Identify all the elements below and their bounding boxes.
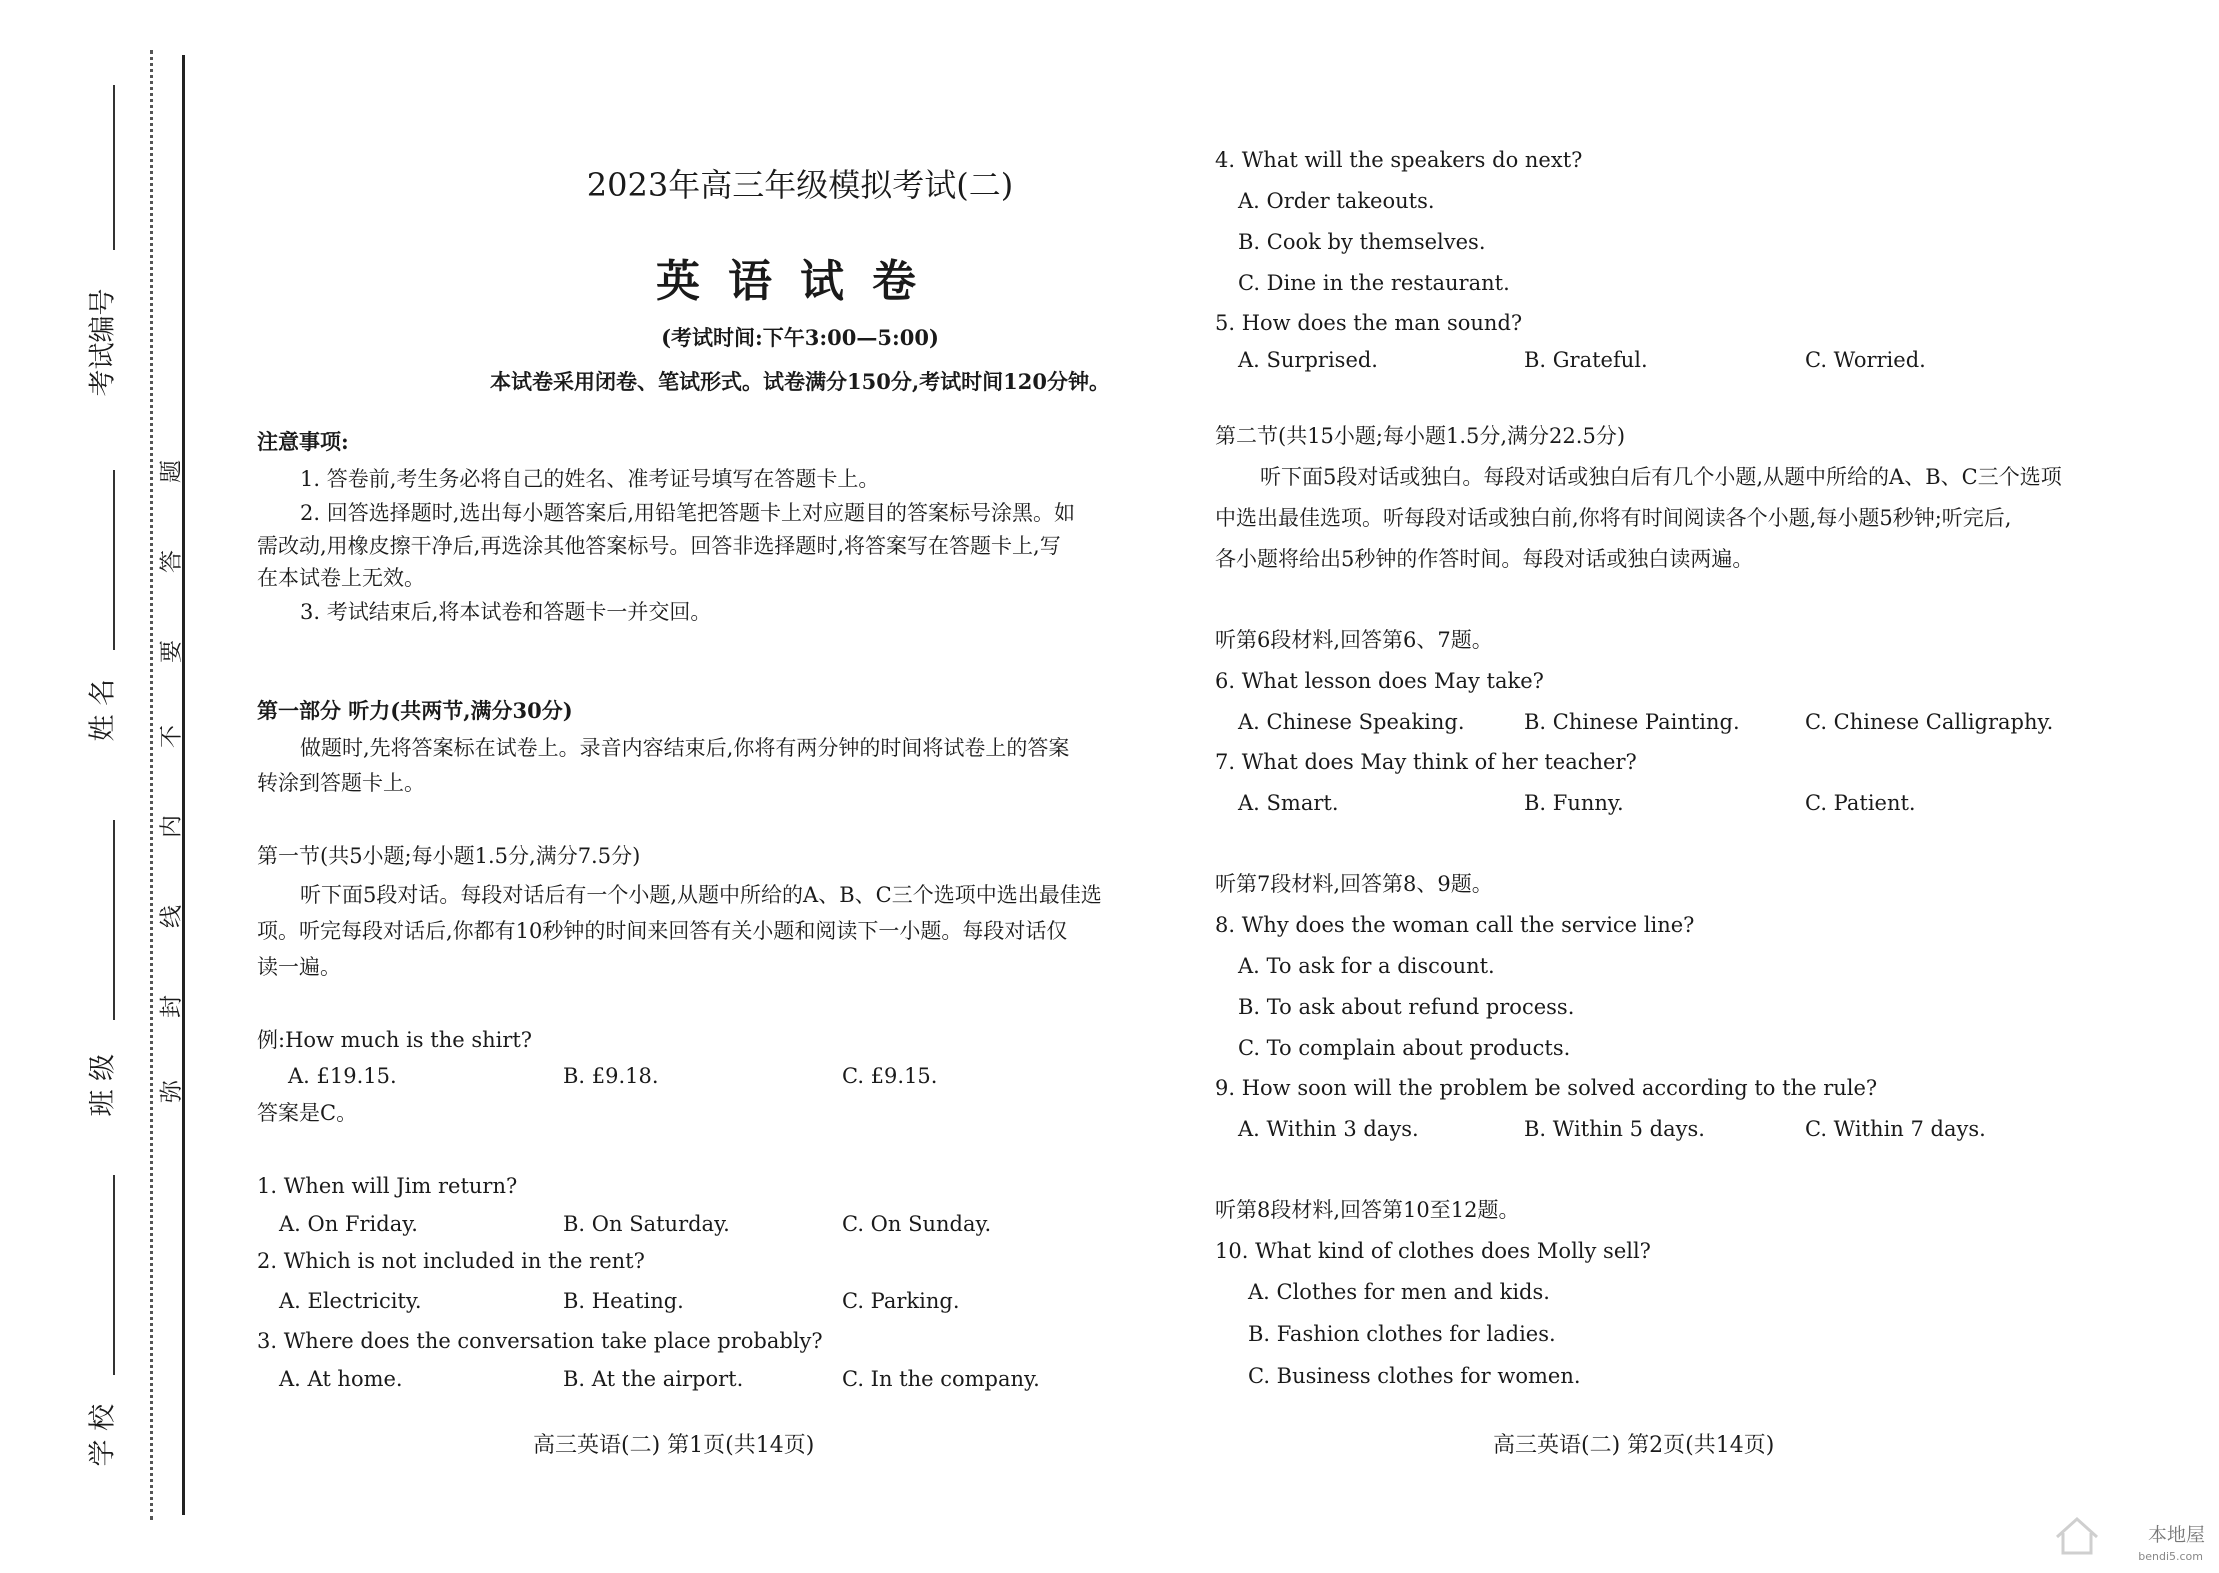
option: A. Surprised. <box>1238 348 1378 372</box>
material-heading: 听第8段材料,回答第10至12题。 <box>1215 1198 1520 1222</box>
seal-line <box>182 55 185 1515</box>
exam-title: 2023年高三年级模拟考试(二) <box>586 166 1014 204</box>
section1-intro: 读一遍。 <box>257 955 341 979</box>
option: B. Within 5 days. <box>1524 1117 1705 1141</box>
note-item: 在本试卷上无效。 <box>257 566 425 590</box>
note-item: 2. 回答选择题时,选出每小题答案后,用铅笔把答题卡上对应题目的答案标号涂黑。如 <box>300 501 1076 525</box>
name-underline[interactable] <box>113 470 115 650</box>
option: C. To complain about products. <box>1238 1036 1571 1060</box>
option: B. Chinese Painting. <box>1524 710 1740 734</box>
option: A. Chinese Speaking. <box>1238 710 1465 734</box>
option: B. Fashion clothes for ladies. <box>1248 1322 1556 1346</box>
option: C. Business clothes for women. <box>1248 1364 1581 1388</box>
class-underline[interactable] <box>113 820 115 1020</box>
option: C. In the company. <box>842 1367 1040 1391</box>
section2-intro: 各小题将给出5秒钟的作答时间。每段对话或独白读两遍。 <box>1215 547 1754 571</box>
question: 7. What does May think of her teacher? <box>1215 750 1637 774</box>
option: B. Heating. <box>563 1289 684 1313</box>
part1-heading: 第一部分 听力(共两节,满分30分) <box>257 698 573 723</box>
section2-heading: 第二节(共15小题;每小题1.5分,满分22.5分) <box>1215 424 1626 448</box>
question: 5. How does the man sound? <box>1215 311 1523 335</box>
option: A. To ask for a discount. <box>1238 954 1495 978</box>
question: 2. Which is not included in the rent? <box>257 1249 645 1273</box>
seal-char: 答 <box>158 550 185 573</box>
option: B. On Saturday. <box>563 1212 730 1236</box>
option: A. Clothes for men and kids. <box>1248 1280 1550 1304</box>
option: B. Funny. <box>1524 791 1624 815</box>
option: C. Parking. <box>842 1289 960 1313</box>
option: A. At home. <box>279 1367 403 1391</box>
question: 3. Where does the conversation take place probably? <box>257 1329 823 1353</box>
question: 8. Why does the woman call the service line? <box>1215 913 1695 937</box>
option: B. Grateful. <box>1524 348 1648 372</box>
school-label: 学 校 <box>87 1403 119 1467</box>
school-underline[interactable] <box>113 1175 115 1375</box>
question: 6. What lesson does May take? <box>1215 669 1544 693</box>
note-item: 1. 答卷前,考生务必将自己的姓名、准考证号填写在答题卡上。 <box>300 467 880 491</box>
seal-char: 题 <box>158 460 185 483</box>
seal-char: 弥 <box>158 1080 185 1103</box>
watermark-subtext: bendi5.com <box>2138 1550 2203 1563</box>
page-footer: 高三英语(二) 第1页(共14页) <box>533 1433 815 1458</box>
seal-char: 要 <box>158 640 185 663</box>
option: A. Within 3 days. <box>1238 1117 1419 1141</box>
dotted-cut-line <box>150 50 153 1520</box>
section1-intro: 听下面5段对话。每段对话后有一个小题,从题中所给的A、B、C三个选项中选出最佳选 <box>300 883 1102 907</box>
material-heading: 听第7段材料,回答第8、9题。 <box>1215 872 1493 896</box>
part1-intro: 转涂到答题卡上。 <box>257 771 425 795</box>
option: B. To ask about refund process. <box>1238 995 1575 1019</box>
option: C. Dine in the restaurant. <box>1238 271 1510 295</box>
option: A. Order takeouts. <box>1238 189 1435 213</box>
watermark-text: 本地屋 <box>2147 1524 2205 1546</box>
option: A. On Friday. <box>279 1212 418 1236</box>
seal-char: 不 <box>158 725 185 748</box>
question: 1. When will Jim return? <box>257 1174 518 1198</box>
seal-char: 内 <box>158 815 185 838</box>
section2-intro: 听下面5段对话或独白。每段对话或独白后有几个小题,从题中所给的A、B、C三个选项 <box>1260 465 2062 489</box>
seal-char: 线 <box>158 905 185 928</box>
notes-heading: 注意事项: <box>257 429 349 454</box>
name-label: 姓 名 <box>87 678 119 742</box>
question: 10. What kind of clothes does Molly sell? <box>1215 1239 1651 1263</box>
page-footer: 高三英语(二) 第2页(共14页) <box>1493 1433 1775 1458</box>
option: C. Patient. <box>1805 791 1916 815</box>
option: A. Smart. <box>1238 791 1339 815</box>
exam-number-underline[interactable] <box>113 85 115 250</box>
option: B. Cook by themselves. <box>1238 230 1486 254</box>
example-option: B. £9.18. <box>563 1064 659 1088</box>
option: C. Within 7 days. <box>1805 1117 1986 1141</box>
subject-title: 英语试卷 <box>656 256 944 307</box>
class-label: 班 级 <box>87 1053 119 1117</box>
example-option: A. £19.15. <box>288 1064 397 1088</box>
option: A. Electricity. <box>279 1289 422 1313</box>
section1-heading: 第一节(共5小题;每小题1.5分,满分7.5分) <box>257 844 641 868</box>
example-answer: 答案是C。 <box>257 1101 358 1125</box>
section1-intro: 项。听完每段对话后,你都有10秒钟的时间来回答有关小题和阅读下一小题。每段对话仅 <box>257 919 1068 943</box>
example-question: 例:How much is the shirt? <box>257 1028 533 1052</box>
exam-time: (考试时间:下午3:00—5:00) <box>661 325 939 350</box>
note-item: 3. 考试结束后,将本试卷和答题卡一并交回。 <box>300 600 712 624</box>
option: C. Worried. <box>1805 348 1926 372</box>
question: 4. What will the speakers do next? <box>1215 148 1583 172</box>
option: B. At the airport. <box>563 1367 744 1391</box>
example-option: C. £9.15. <box>842 1064 938 1088</box>
option: C. Chinese Calligraphy. <box>1805 710 2054 734</box>
material-heading: 听第6段材料,回答第6、7题。 <box>1215 628 1493 652</box>
exam-number-label: 考试编号 <box>87 288 119 397</box>
section2-intro: 中选出最佳选项。听每段对话或独白前,你将有时间阅读各个小题,每小题5秒钟;听完后, <box>1215 506 2012 530</box>
seal-char: 封 <box>158 995 185 1018</box>
part1-intro: 做题时,先将答案标在试卷上。录音内容结束后,你将有两分钟的时间将试卷上的答案 <box>300 736 1070 760</box>
question: 9. How soon will the problem be solved according to the rule? <box>1215 1076 1878 1100</box>
option: C. On Sunday. <box>842 1212 992 1236</box>
note-item: 需改动,用橡皮擦干净后,再选涂其他答案标号。回答非选择题时,将答案写在答题卡上,写 <box>257 534 1061 558</box>
exam-format: 本试卷采用闭卷、笔试形式。试卷满分150分,考试时间120分钟。 <box>490 369 1110 394</box>
